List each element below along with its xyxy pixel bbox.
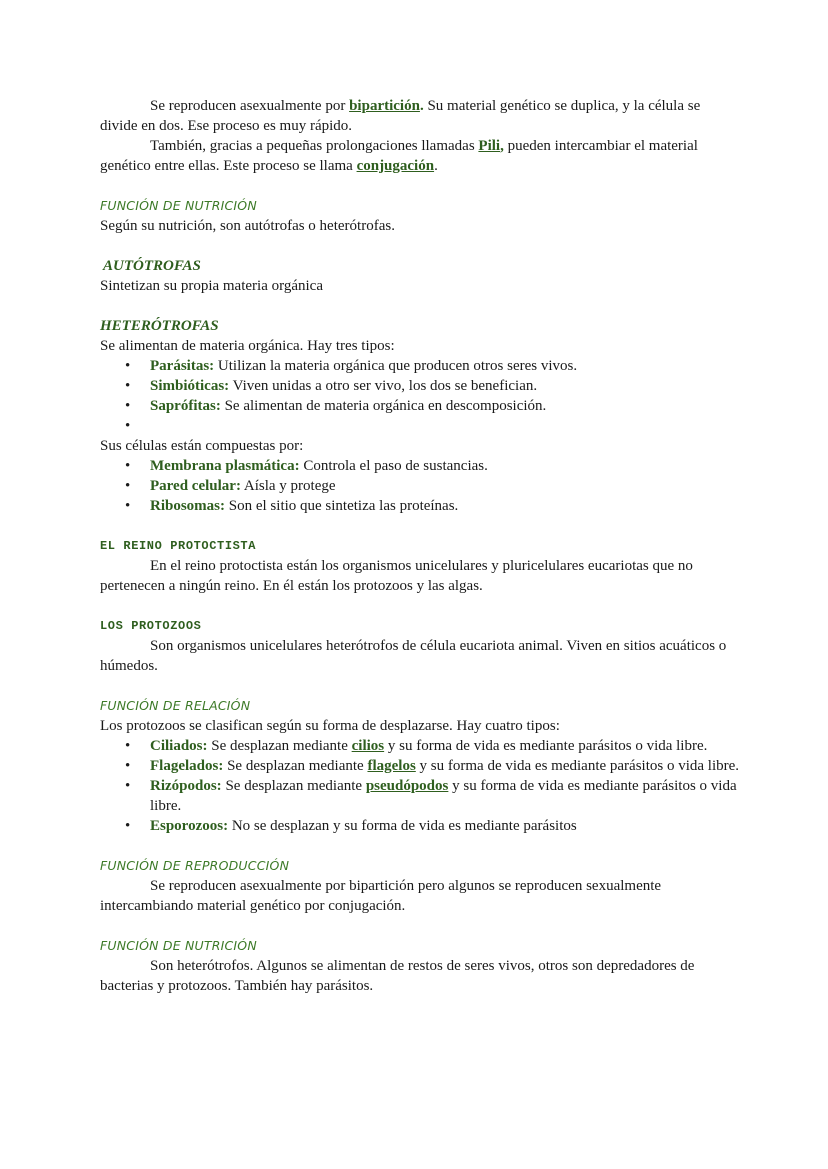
term: Membrana plasmática: [150, 458, 300, 474]
list-item [150, 396, 740, 416]
heading-funcion-nutricion: FUNCIÓN DE NUTRICIÓN [100, 198, 257, 213]
text: y su forma de vida es mediante parásitos o vida libre. [384, 738, 708, 754]
text: Aísla y protege [240, 478, 336, 494]
heading-protozoos: LOS PROTOZOOS [100, 619, 202, 633]
heading-funcion-nutricion-2: FUNCIÓN DE NUTRICIÓN [100, 938, 257, 953]
list-item [150, 356, 740, 376]
intro-paragraph-2 [100, 136, 740, 176]
list-item [150, 376, 740, 396]
heterotrofas-text: Se alimentan de materia orgánica. Hay tres tipos: [100, 338, 395, 354]
list-item [150, 456, 740, 476]
text: , [500, 138, 504, 154]
list-item [150, 736, 740, 756]
relacion-text: Los protozoos se clasifican según su forma de desplazarse. Hay cuatro tipos: [100, 718, 560, 734]
text: Se alimentan de materia orgánica en descomposición. [220, 398, 547, 414]
text: Utilizan la materia orgánica que producen otros seres vivos. [214, 358, 578, 374]
reproduccion-text: Se reproducen asexualmente por bipartición pero algunos se reproducen sexualmente intercambiando material genético por conjugación. [100, 878, 662, 914]
text: . [434, 158, 438, 174]
text: Viven unidas a otro ser vivo, los dos se benefician. [229, 378, 538, 394]
text: y su forma de vida es mediante parásitos o vida libre. [150, 778, 737, 814]
protoctista-text: En el reino protoctista están los organismos unicelulares y pluricelulares eucariotas que no pertenecen a ningún reino. En él están los protozoos y las algas. [100, 558, 693, 594]
autotrofas-text: Sintetizan su propia materia orgánica [100, 278, 323, 294]
term: Parásitas: [150, 358, 215, 374]
list-item [150, 816, 740, 836]
term-pseudopodos: pseudópodos [365, 778, 449, 794]
text: Se desplazan mediante [221, 778, 366, 794]
text: Se desplazan mediante [223, 758, 368, 774]
relacion-list [100, 736, 740, 836]
list-item [150, 476, 740, 496]
term: Saprófitas: [150, 398, 221, 414]
term: Simbióticas: [150, 378, 230, 394]
text: Controla el paso de sustancias. [299, 458, 488, 474]
heading-funcion-reproduccion: FUNCIÓN DE REPRODUCCIÓN [100, 858, 290, 873]
text: Son el sitio que sintetiza las proteínas. [225, 498, 459, 514]
term-cilios: cilios [351, 738, 385, 754]
term-conjugacion: conjugación [356, 158, 435, 174]
heading-autotrofas: AUTÓTROFAS [103, 258, 201, 274]
empty-list-item [150, 416, 740, 436]
protozoos-text: Son organismos unicelulares heterótrofos de célula eucariota animal. Viven en sitios acuáticos o húmedos. [100, 638, 727, 674]
heading-heterotrofas: HETERÓTROFAS [100, 318, 219, 334]
term: Ribosomas: [150, 498, 226, 514]
term: Flagelados: [150, 758, 224, 774]
term: Esporozoos: [150, 818, 229, 834]
document-page [100, 96, 740, 996]
heterotrofas-list [100, 356, 740, 436]
text: pueden intercambiar el material genético entre ellas. Este proceso se llama [100, 138, 698, 174]
text: No se desplazan y su forma de vida es mediante parásitos [228, 818, 577, 834]
text: También, gracias a pequeñas prolongaciones llamadas [150, 138, 479, 154]
term-pili: Pili [478, 138, 501, 154]
text: Se reproducen asexualmente por [150, 98, 350, 114]
list-item [150, 776, 740, 816]
term-biparticion: bipartición [349, 98, 420, 114]
heading-funcion-relacion: FUNCIÓN DE RELACIÓN [100, 698, 251, 713]
nutricion2-text: Son heterótrofos. Algunos se alimentan de restos de seres vivos, otros son depredadores de bacterias y protozoos. También hay parásitos. [100, 958, 695, 994]
celulas-list [100, 456, 740, 516]
term: Ciliados: [150, 738, 208, 754]
heading-reino-protoctista: EL REINO PROTOCTISTA [100, 539, 257, 553]
list-item [150, 756, 740, 776]
text: Su material genético se duplica, y la célula se divide en dos. Ese proceso es muy rápido. [100, 98, 701, 134]
celulas-text: Sus células están compuestas por: [100, 438, 304, 454]
term: Rizópodos: [150, 778, 222, 794]
text: Se desplazan mediante [207, 738, 352, 754]
list-item [150, 496, 740, 516]
nutricion-text: Según su nutrición, son autótrofas o heterótrofas. [100, 218, 395, 234]
term: Pared celular: [150, 478, 241, 494]
term-flagelos: flagelos [367, 758, 416, 774]
text: . [419, 98, 424, 114]
intro-paragraph-1 [100, 96, 740, 136]
text: y su forma de vida es mediante parásitos o vida libre. [415, 758, 740, 774]
